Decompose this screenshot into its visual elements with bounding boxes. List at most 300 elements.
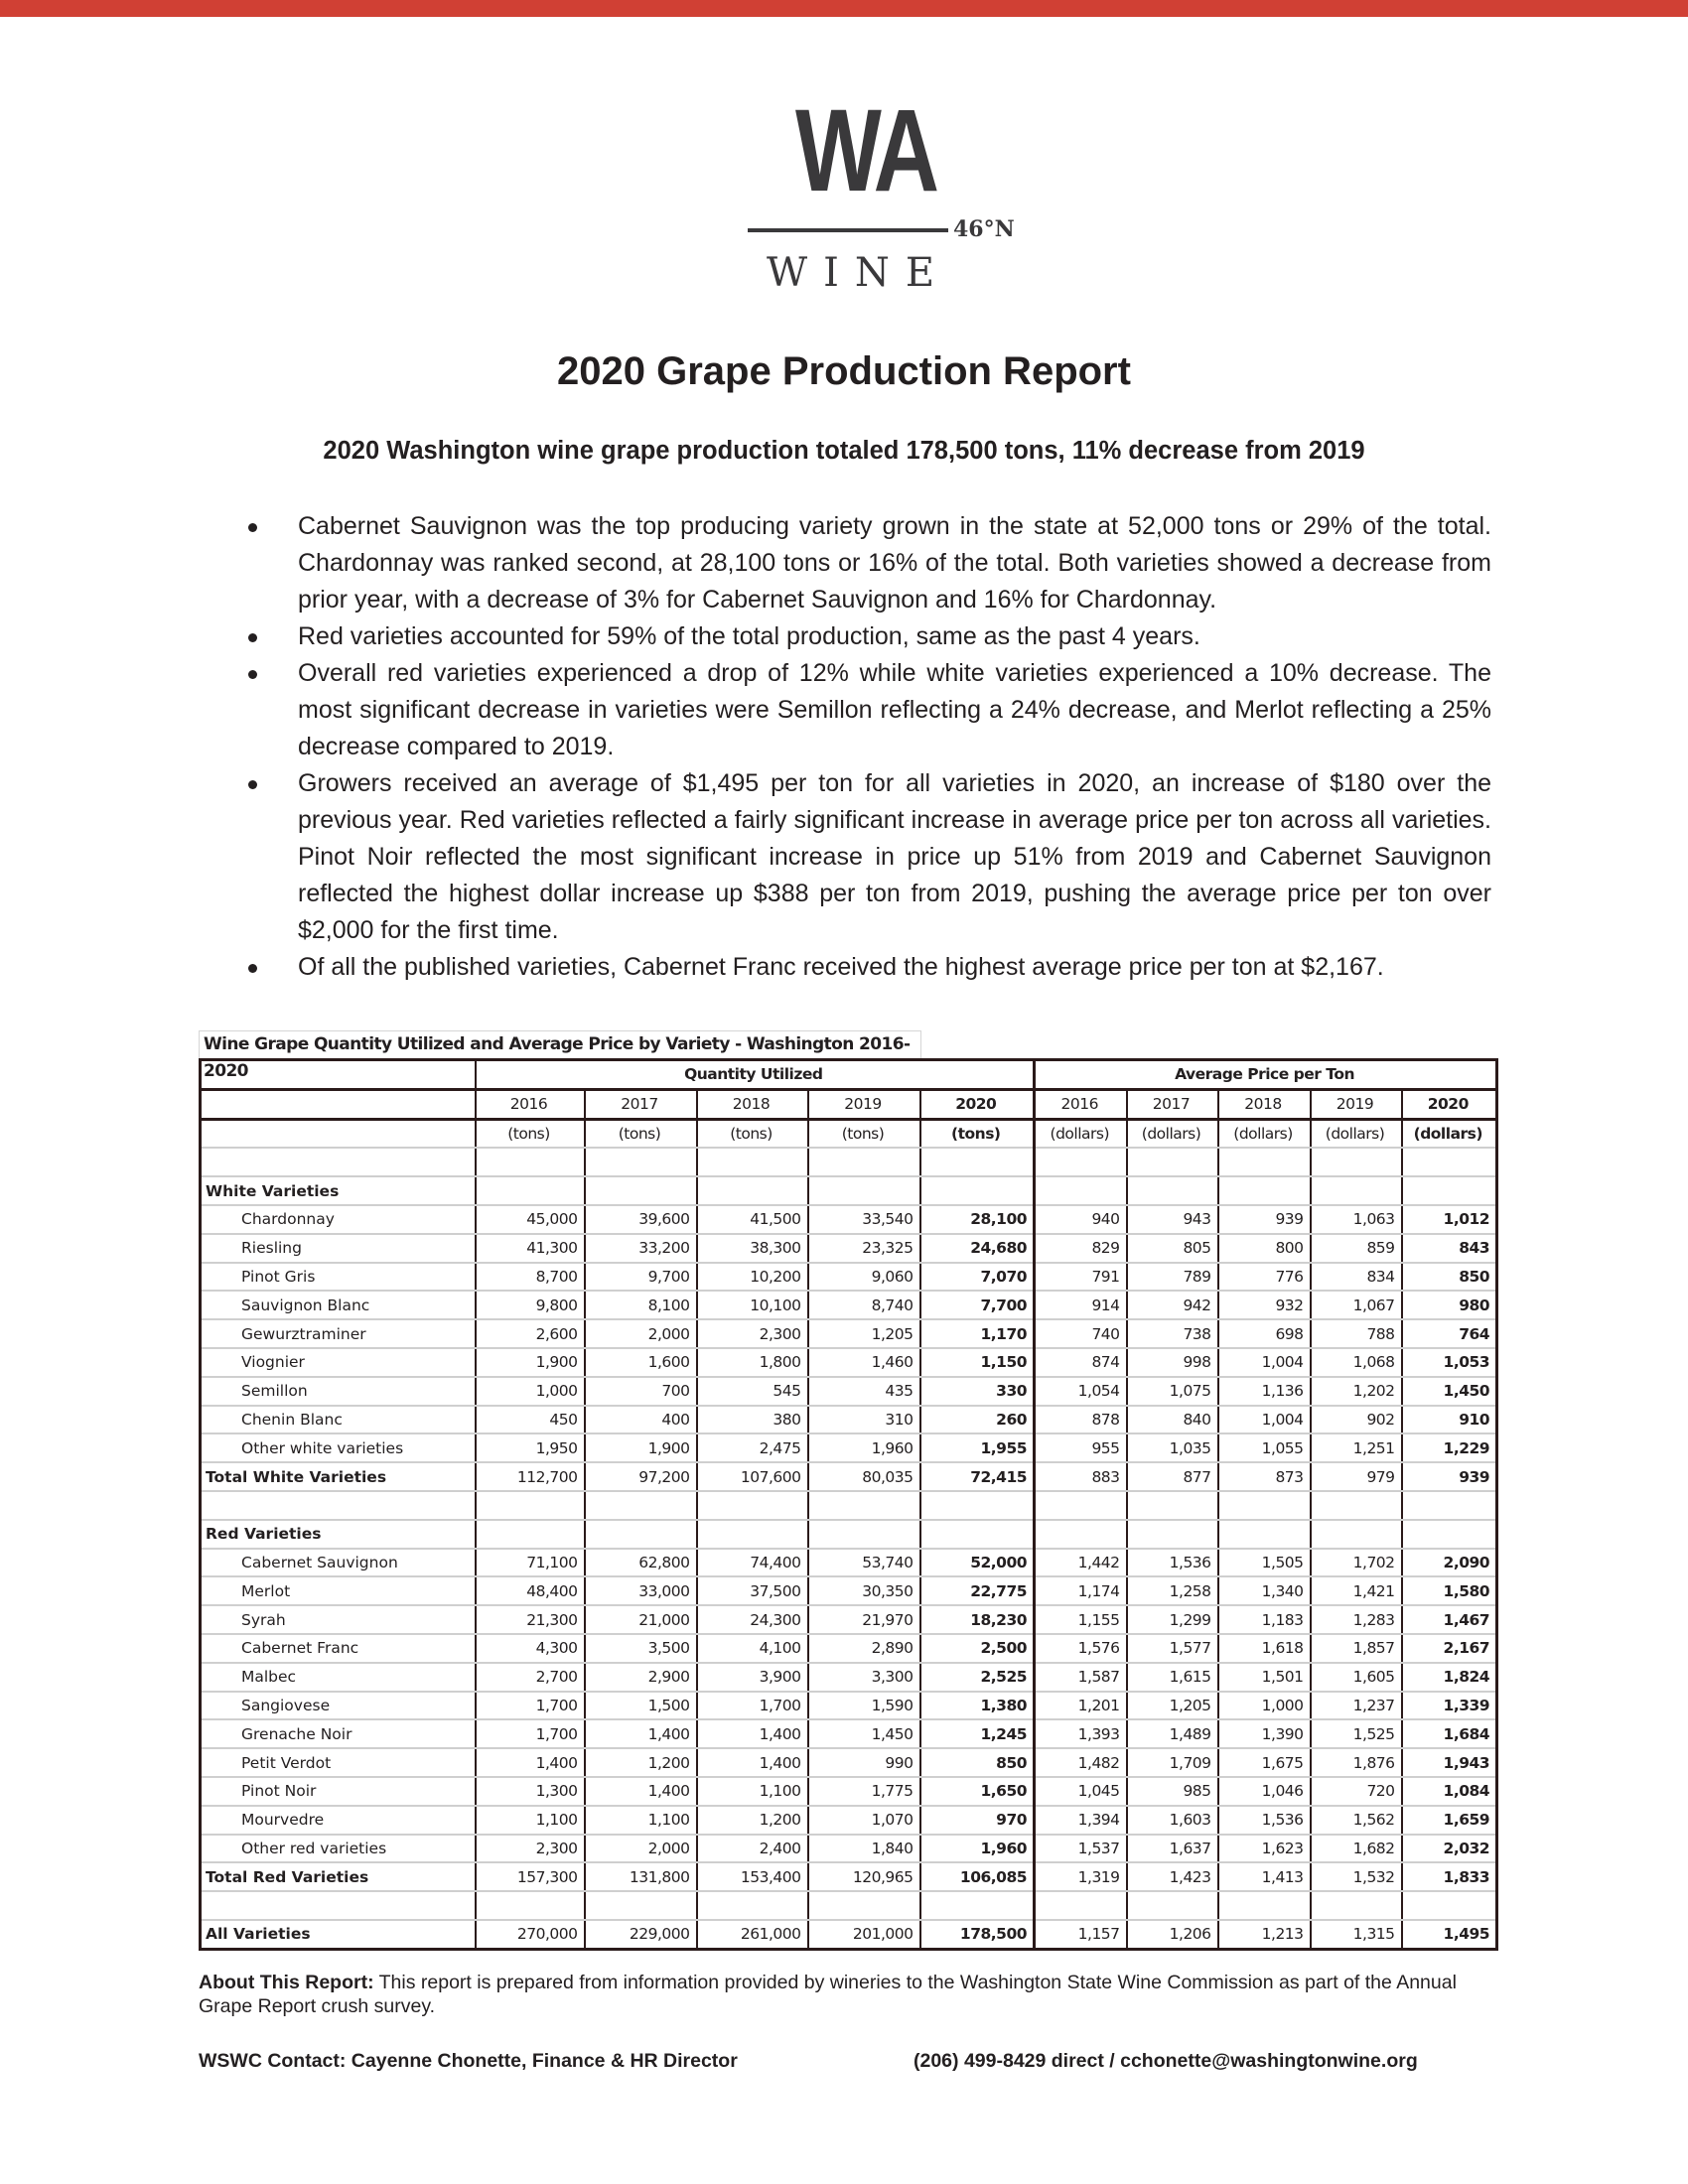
- quantity-value: 37,500: [697, 1576, 808, 1605]
- quantity-value: 112,700: [476, 1462, 585, 1491]
- quantity-value: 120,965: [808, 1862, 920, 1891]
- quantity-value: 28,100: [920, 1205, 1035, 1234]
- unit-header: (tons): [808, 1119, 920, 1148]
- quantity-value: 30,350: [808, 1576, 920, 1605]
- quantity-value: 23,325: [808, 1234, 920, 1263]
- variety-name: Viognier: [201, 1348, 476, 1377]
- price-value: 1,063: [1311, 1205, 1402, 1234]
- quantity-value: 1,775: [808, 1777, 920, 1806]
- table-row: [201, 1291, 1497, 1319]
- price-value: 1,605: [1311, 1663, 1402, 1692]
- quantity-value: 2,525: [920, 1663, 1035, 1692]
- blank-cell: [585, 1891, 697, 1920]
- price-value: 1,136: [1218, 1377, 1311, 1406]
- quantity-value: 10,100: [697, 1291, 808, 1319]
- year-header: 2017: [1127, 1089, 1218, 1119]
- blank-cell: [920, 1176, 1035, 1205]
- table-row: [201, 1835, 1497, 1863]
- blank-cell: [476, 1491, 585, 1520]
- quantity-value: 131,800: [585, 1862, 697, 1891]
- price-value: 1,174: [1035, 1576, 1127, 1605]
- price-value: 1,035: [1127, 1433, 1218, 1462]
- quantity-value: 261,000: [697, 1920, 808, 1949]
- year-header: 2020: [1402, 1089, 1497, 1119]
- blank-cell: [1127, 1148, 1218, 1176]
- quantity-value: 4,300: [476, 1634, 585, 1663]
- variety-name: Gewurztraminer: [201, 1319, 476, 1348]
- price-value: 850: [1402, 1263, 1497, 1292]
- quantity-value: 1,500: [585, 1692, 697, 1720]
- price-value: 1,857: [1311, 1634, 1402, 1663]
- price-value: 1,055: [1218, 1433, 1311, 1462]
- blank-cell: [1127, 1891, 1218, 1920]
- quantity-value: 21,000: [585, 1605, 697, 1634]
- price-group-header: Average Price per Ton: [1035, 1060, 1497, 1090]
- header-blank: [201, 1089, 476, 1119]
- price-value: 788: [1311, 1319, 1402, 1348]
- table-caption: Wine Grape Quantity Utilized and Average Price by Variety - Washington 2016-2020: [199, 1030, 921, 1058]
- price-value: 1,525: [1311, 1719, 1402, 1748]
- blank-cell: [920, 1491, 1035, 1520]
- price-value: 932: [1218, 1291, 1311, 1319]
- price-value: 1,283: [1311, 1605, 1402, 1634]
- price-value: 883: [1035, 1462, 1127, 1491]
- quantity-value: 1,700: [476, 1719, 585, 1748]
- table-row: [201, 1663, 1497, 1692]
- price-value: 791: [1035, 1263, 1127, 1292]
- quantity-value: 38,300: [697, 1234, 808, 1263]
- blank-cell: [1035, 1520, 1127, 1549]
- quantity-value: 270,000: [476, 1920, 585, 1949]
- price-value: 843: [1402, 1234, 1497, 1263]
- price-value: 1,394: [1035, 1806, 1127, 1835]
- price-value: 1,833: [1402, 1862, 1497, 1891]
- price-value: 1,421: [1311, 1576, 1402, 1605]
- quantity-value: 33,200: [585, 1234, 697, 1263]
- price-value: 859: [1311, 1234, 1402, 1263]
- price-value: 1,587: [1035, 1663, 1127, 1692]
- price-value: 1,615: [1127, 1663, 1218, 1692]
- price-value: 1,702: [1311, 1549, 1402, 1577]
- bullet-item: Of all the published varieties, Cabernet Franc received the highest average price per ton at $2,167.: [238, 949, 1491, 986]
- unit-header: (dollars): [1311, 1119, 1402, 1148]
- price-value: 1,943: [1402, 1748, 1497, 1777]
- quantity-value: 2,300: [697, 1319, 808, 1348]
- white-total-row: [201, 1462, 1497, 1491]
- spacer-row: [201, 1491, 1497, 1520]
- unit-header: (dollars): [1035, 1119, 1127, 1148]
- quantity-value: 52,000: [920, 1549, 1035, 1577]
- price-value: 1,637: [1127, 1835, 1218, 1863]
- quantity-value: 21,970: [808, 1605, 920, 1634]
- price-value: 1,536: [1218, 1806, 1311, 1835]
- quantity-value: 260: [920, 1406, 1035, 1434]
- variety-name: Semillon: [201, 1377, 476, 1406]
- blank-cell: [697, 1891, 808, 1920]
- blank-cell: [1311, 1176, 1402, 1205]
- variety-name: Cabernet Franc: [201, 1634, 476, 1663]
- quantity-value: 1,700: [476, 1692, 585, 1720]
- price-value: 1,682: [1311, 1835, 1402, 1863]
- variety-name: Petit Verdot: [201, 1748, 476, 1777]
- blank-cell: [1035, 1176, 1127, 1205]
- quantity-value: 990: [808, 1748, 920, 1777]
- table-row: [201, 1634, 1497, 1663]
- quantity-value: 97,200: [585, 1462, 697, 1491]
- price-value: 1,709: [1127, 1748, 1218, 1777]
- wa-wine-logo: [747, 85, 1015, 308]
- bullet-item: Overall red varieties experienced a drop of 12% while white varieties experienced a 10% decrease. The most significant decrease in varieties were Semillon reflecting a 24% decrease, and Merlot reflecting a 25% decrease compared to 2019.: [238, 655, 1491, 765]
- quantity-value: 1,100: [476, 1806, 585, 1835]
- price-value: 1,046: [1218, 1777, 1311, 1806]
- blank-cell: [808, 1148, 920, 1176]
- blank-cell: [476, 1520, 585, 1549]
- quantity-value: 48,400: [476, 1576, 585, 1605]
- quantity-value: 201,000: [808, 1920, 920, 1949]
- price-value: 1,576: [1035, 1634, 1127, 1663]
- quantity-value: 45,000: [476, 1205, 585, 1234]
- year-header: 2020: [920, 1089, 1035, 1119]
- quantity-value: 8,740: [808, 1291, 920, 1319]
- quantity-value: 1,400: [585, 1719, 697, 1748]
- price-value: 1,393: [1035, 1719, 1127, 1748]
- year-header: 2018: [1218, 1089, 1311, 1119]
- quantity-value: 1,900: [585, 1433, 697, 1462]
- grape-production-table: [199, 1030, 1497, 1951]
- quantity-value: 8,100: [585, 1291, 697, 1319]
- variety-name: Cabernet Sauvignon: [201, 1549, 476, 1577]
- quantity-value: 33,000: [585, 1576, 697, 1605]
- contact-name: WSWC Contact: Cayenne Chonette, Finance & HR Director: [199, 2050, 738, 2072]
- price-value: 1,258: [1127, 1576, 1218, 1605]
- table-row: [201, 1319, 1497, 1348]
- quantity-value: 106,085: [920, 1862, 1035, 1891]
- blank-cell: [1402, 1491, 1497, 1520]
- variety-name: Chardonnay: [201, 1205, 476, 1234]
- about-report: [199, 1971, 1499, 2018]
- blank-cell: [1311, 1891, 1402, 1920]
- price-value: 1,482: [1035, 1748, 1127, 1777]
- blank-cell: [585, 1520, 697, 1549]
- variety-name: Pinot Gris: [201, 1263, 476, 1292]
- blank-cell: [808, 1491, 920, 1520]
- quantity-value: 1,960: [920, 1835, 1035, 1863]
- table-row: [201, 1777, 1497, 1806]
- unit-header: (tons): [585, 1119, 697, 1148]
- price-value: 1,206: [1127, 1920, 1218, 1949]
- section-label: Red Varieties: [201, 1520, 476, 1549]
- blank-cell: [920, 1520, 1035, 1549]
- year-header: 2019: [808, 1089, 920, 1119]
- price-value: 1,319: [1035, 1862, 1127, 1891]
- blank-cell: [1311, 1520, 1402, 1549]
- blank-cell: [1035, 1491, 1127, 1520]
- variety-name: Other white varieties: [201, 1433, 476, 1462]
- data-table: [199, 1058, 1498, 1951]
- quantity-value: 1,400: [697, 1748, 808, 1777]
- contact-details[interactable]: (206) 499-8429 direct / cchonette@washingtonwine.org: [914, 2050, 1418, 2072]
- quantity-value: 33,540: [808, 1205, 920, 1234]
- price-value: 939: [1402, 1462, 1497, 1491]
- blank-cell: [1402, 1520, 1497, 1549]
- unit-header: (dollars): [1127, 1119, 1218, 1148]
- page-title: 2020 Grape Production Report: [557, 349, 1131, 393]
- price-value: 1,000: [1218, 1692, 1311, 1720]
- blank-cell: [697, 1148, 808, 1176]
- year-header: 2016: [1035, 1089, 1127, 1119]
- price-value: 1,213: [1218, 1920, 1311, 1949]
- blank-cell: [1127, 1176, 1218, 1205]
- about-text: This report is prepared from information provided by wineries to the Washington State Wine Commission as part of the Annual Grape Report crush survey.: [199, 1972, 1457, 2017]
- price-value: 1,532: [1311, 1862, 1402, 1891]
- variety-name: Other red varieties: [201, 1835, 476, 1863]
- price-value: 1,450: [1402, 1377, 1497, 1406]
- year-header: 2019: [1311, 1089, 1402, 1119]
- quantity-value: 229,000: [585, 1920, 697, 1949]
- unit-header: (dollars): [1402, 1119, 1497, 1148]
- header-blank: [201, 1119, 476, 1148]
- quantity-value: 1,700: [697, 1692, 808, 1720]
- blank-cell: [1218, 1520, 1311, 1549]
- unit-header: (tons): [476, 1119, 585, 1148]
- quantity-value: 1,840: [808, 1835, 920, 1863]
- summary-bullets: [238, 508, 1491, 986]
- price-value: 1,155: [1035, 1605, 1127, 1634]
- quantity-value: 1,245: [920, 1719, 1035, 1748]
- year-header: 2017: [585, 1089, 697, 1119]
- quantity-value: 41,300: [476, 1234, 585, 1263]
- price-value: 914: [1035, 1291, 1127, 1319]
- quantity-value: 62,800: [585, 1549, 697, 1577]
- variety-name: Syrah: [201, 1605, 476, 1634]
- quantity-value: 1,380: [920, 1692, 1035, 1720]
- quantity-value: 9,800: [476, 1291, 585, 1319]
- quantity-value: 1,950: [476, 1433, 585, 1462]
- bullet-icon: [248, 780, 257, 789]
- table-row: [201, 1719, 1497, 1748]
- section-label: White Varieties: [201, 1176, 476, 1205]
- quantity-value: 2,300: [476, 1835, 585, 1863]
- quantity-value: 1,200: [697, 1806, 808, 1835]
- variety-name: Mourvedre: [201, 1806, 476, 1835]
- price-value: 1,562: [1311, 1806, 1402, 1835]
- table-row: [201, 1576, 1497, 1605]
- price-value: 1,489: [1127, 1719, 1218, 1748]
- table-row: [201, 1433, 1497, 1462]
- quantity-value: 24,300: [697, 1605, 808, 1634]
- price-value: 955: [1035, 1433, 1127, 1462]
- blank-cell: [808, 1891, 920, 1920]
- price-value: 1,505: [1218, 1549, 1311, 1577]
- bullet-icon: [248, 670, 257, 679]
- price-value: 2,032: [1402, 1835, 1497, 1863]
- unit-header: (dollars): [1218, 1119, 1311, 1148]
- price-value: 1,423: [1127, 1862, 1218, 1891]
- quantity-value: 3,500: [585, 1634, 697, 1663]
- price-value: 1,202: [1311, 1377, 1402, 1406]
- blank-cell: [697, 1491, 808, 1520]
- price-value: 902: [1311, 1406, 1402, 1434]
- price-value: 1,577: [1127, 1634, 1218, 1663]
- quantity-value: 1,900: [476, 1348, 585, 1377]
- quantity-value: 1,100: [585, 1806, 697, 1835]
- blank-cell: [1035, 1148, 1127, 1176]
- price-value: 1,603: [1127, 1806, 1218, 1835]
- table-row: [201, 1748, 1497, 1777]
- price-value: 1,618: [1218, 1634, 1311, 1663]
- quantity-value: 1,070: [808, 1806, 920, 1835]
- quantity-value: 74,400: [697, 1549, 808, 1577]
- blank-cell: [585, 1176, 697, 1205]
- blank-cell: [201, 1148, 476, 1176]
- quantity-value: 2,900: [585, 1663, 697, 1692]
- price-value: 910: [1402, 1406, 1497, 1434]
- quantity-value: 2,500: [920, 1634, 1035, 1663]
- blank-cell: [1218, 1491, 1311, 1520]
- quantity-value: 72,415: [920, 1462, 1035, 1491]
- quantity-value: 700: [585, 1377, 697, 1406]
- blank-cell: [201, 1891, 476, 1920]
- logo-wordmark: WA: [794, 85, 937, 216]
- price-value: 2,167: [1402, 1634, 1497, 1663]
- quantity-value: 545: [697, 1377, 808, 1406]
- price-value: 1,067: [1311, 1291, 1402, 1319]
- price-value: 1,413: [1218, 1862, 1311, 1891]
- blank-cell: [585, 1148, 697, 1176]
- quantity-value: 178,500: [920, 1920, 1035, 1949]
- quantity-value: 1,400: [476, 1748, 585, 1777]
- price-value: 1,251: [1311, 1433, 1402, 1462]
- price-value: 878: [1035, 1406, 1127, 1434]
- price-value: 1,054: [1035, 1377, 1127, 1406]
- price-value: 1,495: [1402, 1920, 1497, 1949]
- spacer-row: [201, 1891, 1497, 1920]
- price-value: 939: [1218, 1205, 1311, 1234]
- quantity-value: 330: [920, 1377, 1035, 1406]
- table-row: [201, 1692, 1497, 1720]
- quantity-value: 970: [920, 1806, 1035, 1835]
- bullet-item: Growers received an average of $1,495 per ton for all varieties in 2020, an increase of $180 over the previous year. Red varieties reflected a fairly significant increase in average price per ton across all varieties. Pinot Noir reflected the most significant increase in price up 51% from 2019 and Cabernet Sauvignon reflected the highest dollar increase up $388 per ton from 2019, pushing the average price per ton over $2,000 for the first time.: [238, 765, 1491, 949]
- price-value: 1,684: [1402, 1719, 1497, 1748]
- quantity-value: 1,955: [920, 1433, 1035, 1462]
- white-section-row: [201, 1176, 1497, 1205]
- price-value: 800: [1218, 1234, 1311, 1263]
- red-section-row: [201, 1520, 1497, 1549]
- quantity-value: 1,460: [808, 1348, 920, 1377]
- price-value: 1,390: [1218, 1719, 1311, 1748]
- quantity-value: 4,100: [697, 1634, 808, 1663]
- blank-cell: [476, 1176, 585, 1205]
- header-unit-row: [201, 1119, 1497, 1148]
- quantity-value: 310: [808, 1406, 920, 1434]
- quantity-value: 9,700: [585, 1263, 697, 1292]
- price-value: 1,659: [1402, 1806, 1497, 1835]
- bullet-icon: [248, 964, 257, 973]
- blank-cell: [201, 1491, 476, 1520]
- table-row: [201, 1205, 1497, 1234]
- price-value: 1,340: [1218, 1576, 1311, 1605]
- table-row: [201, 1377, 1497, 1406]
- quantity-value: 7,070: [920, 1263, 1035, 1292]
- quantity-value: 1,300: [476, 1777, 585, 1806]
- quantity-value: 2,475: [697, 1433, 808, 1462]
- price-value: 1,876: [1311, 1748, 1402, 1777]
- quantity-value: 1,450: [808, 1719, 920, 1748]
- blank-cell: [1127, 1491, 1218, 1520]
- table-row: [201, 1605, 1497, 1634]
- price-value: 874: [1035, 1348, 1127, 1377]
- price-value: 789: [1127, 1263, 1218, 1292]
- blank-cell: [697, 1176, 808, 1205]
- about-label: About This Report:: [199, 1972, 374, 1993]
- price-value: 1,536: [1127, 1549, 1218, 1577]
- table-row: [201, 1234, 1497, 1263]
- quantity-value: 22,775: [920, 1576, 1035, 1605]
- table-row: [201, 1806, 1497, 1835]
- quantity-value: 1,400: [697, 1719, 808, 1748]
- quantity-value: 2,400: [697, 1835, 808, 1863]
- logo-rule: [748, 228, 948, 232]
- price-value: 980: [1402, 1291, 1497, 1319]
- quantity-value: 153,400: [697, 1862, 808, 1891]
- quantity-value: 71,100: [476, 1549, 585, 1577]
- price-value: 943: [1127, 1205, 1218, 1234]
- blank-cell: [585, 1491, 697, 1520]
- variety-name: Sauvignon Blanc: [201, 1291, 476, 1319]
- table-row: [201, 1348, 1497, 1377]
- quantity-value: 21,300: [476, 1605, 585, 1634]
- quantity-value: 400: [585, 1406, 697, 1434]
- quantity-value: 1,205: [808, 1319, 920, 1348]
- price-value: 805: [1127, 1234, 1218, 1263]
- price-value: 873: [1218, 1462, 1311, 1491]
- price-value: 1,075: [1127, 1377, 1218, 1406]
- unit-header: (tons): [920, 1119, 1035, 1148]
- price-value: 1,675: [1218, 1748, 1311, 1777]
- quantity-value: 2,600: [476, 1319, 585, 1348]
- quantity-value: 10,200: [697, 1263, 808, 1292]
- quantity-value: 24,680: [920, 1234, 1035, 1263]
- price-value: 1,068: [1311, 1348, 1402, 1377]
- variety-name: Pinot Noir: [201, 1777, 476, 1806]
- price-value: 840: [1127, 1406, 1218, 1434]
- price-value: 1,501: [1218, 1663, 1311, 1692]
- price-value: 1,201: [1035, 1692, 1127, 1720]
- price-value: 979: [1311, 1462, 1402, 1491]
- logo-latitude: 46°N: [953, 216, 1015, 242]
- logo-tagline: WINE: [767, 250, 951, 296]
- price-value: 1,004: [1218, 1348, 1311, 1377]
- price-value: 1,537: [1035, 1835, 1127, 1863]
- price-value: 1,012: [1402, 1205, 1497, 1234]
- quantity-value: 7,700: [920, 1291, 1035, 1319]
- blank-cell: [1311, 1148, 1402, 1176]
- page-subtitle: 2020 Washington wine grape production totaled 178,500 tons, 11% decrease from 2019: [323, 437, 1365, 465]
- variety-name: All Varieties: [201, 1920, 476, 1949]
- quantity-group-header: Quantity Utilized: [476, 1060, 1035, 1090]
- variety-name: Total Red Varieties: [201, 1862, 476, 1891]
- price-value: 698: [1218, 1319, 1311, 1348]
- price-value: 1,053: [1402, 1348, 1497, 1377]
- blank-cell: [476, 1891, 585, 1920]
- quantity-value: 1,000: [476, 1377, 585, 1406]
- price-value: 1,467: [1402, 1605, 1497, 1634]
- price-value: 1,315: [1311, 1920, 1402, 1949]
- price-value: 1,580: [1402, 1576, 1497, 1605]
- quantity-value: 18,230: [920, 1605, 1035, 1634]
- price-value: 1,229: [1402, 1433, 1497, 1462]
- blank-cell: [697, 1520, 808, 1549]
